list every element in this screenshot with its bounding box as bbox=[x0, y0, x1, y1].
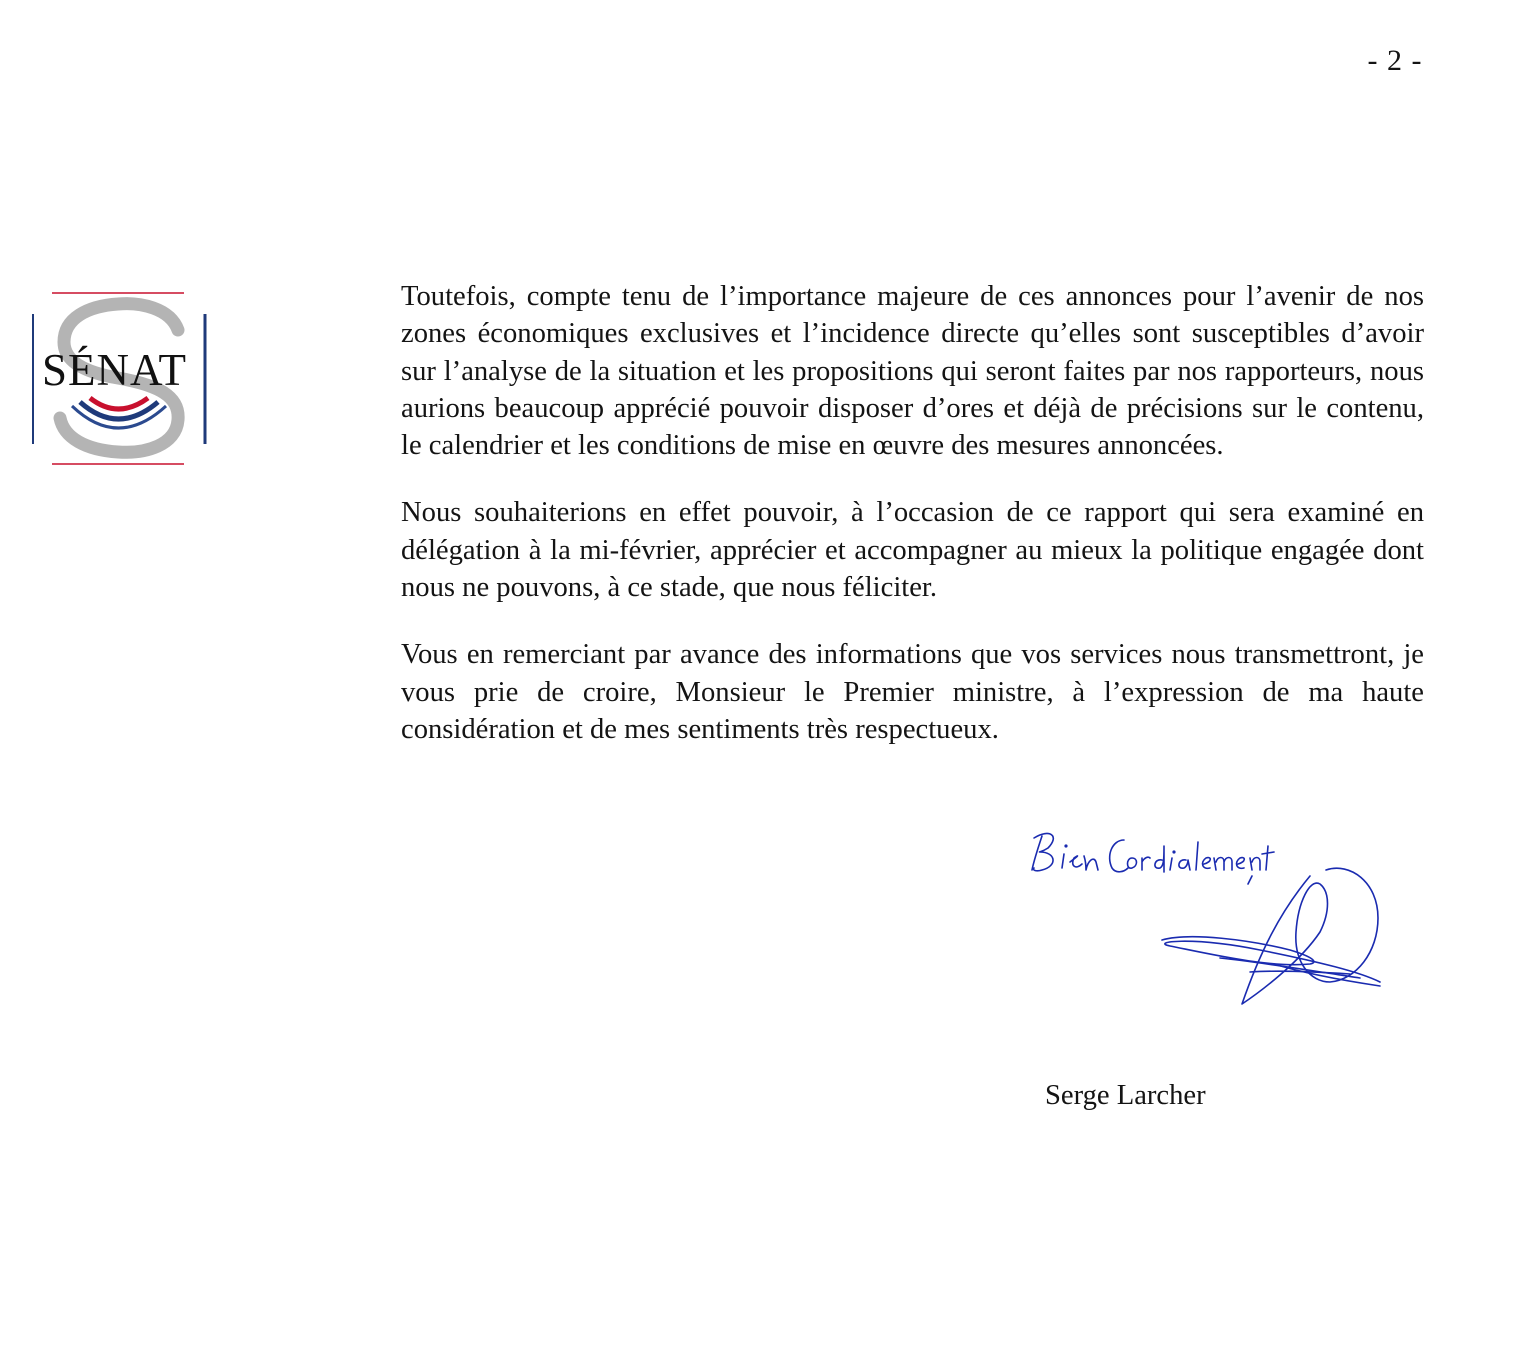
paragraph: Nous souhaiterions en effet pouvoir, à l’occasion de ce rapport qui sera examiné en délégation à la mi-février, apprécier et accompagner au mieux la politique engagée dont nous ne pouvons, à ce stade, que nous féliciter. bbox=[401, 497, 1424, 604]
signature-drawing bbox=[1020, 822, 1400, 1022]
signer-name: Serge Larcher bbox=[1045, 1080, 1206, 1111]
paragraph: Toutefois, compte tenu de l’importance majeure de ces annonces pour l’avenir de nos zones économiques exclusives et l’incidence directe qu’elles sont susceptibles d’avoir sur l’analyse de la situation et les propositions qui seront faites par nos rapporteurs, nous aurions beaucoup apprécié pouvoir disposer d’ores et déjà de précisions sur le contenu, le calendrier et les conditions de mise en œuvre des mesures annoncées. bbox=[401, 281, 1424, 462]
senat-logo bbox=[28, 290, 212, 470]
page-number: - 2 - bbox=[1367, 44, 1423, 77]
paragraph: Vous en remerciant par avance des informations que vos services nous transmettront, je vous prie de croire, Monsieur le Premier ministre, à l’expression de ma haute considération et de mes sentiments très respectueux. bbox=[401, 639, 1424, 745]
handwritten-signature bbox=[1020, 822, 1400, 1022]
letter-body bbox=[401, 278, 1424, 778]
logo-wordmark: SÉNAT bbox=[42, 345, 188, 395]
